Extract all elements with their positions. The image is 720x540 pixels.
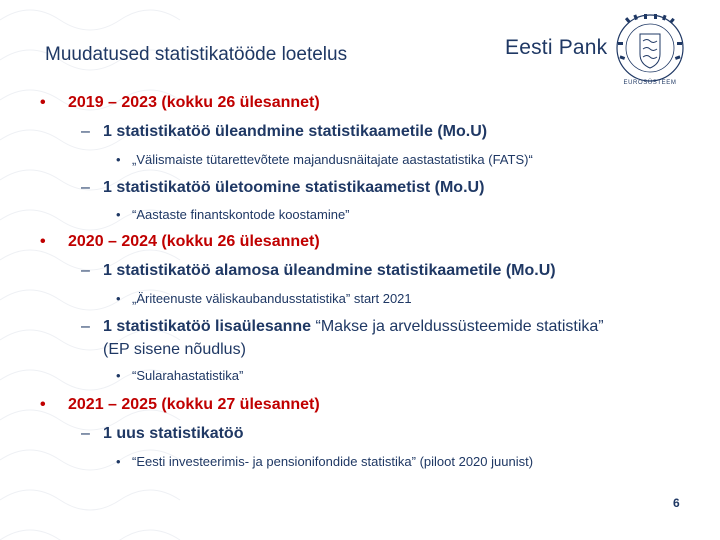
bullet-icon: • — [116, 291, 121, 306]
page-title: Muudatused statistikatööde loetelus — [45, 44, 348, 65]
sub-list-item: • „Äriteenuste väliskaubandusstatistika” start 2021 — [116, 291, 412, 306]
section-heading-2020: • 2020 – 2024 (kokku 26 ülesannet) — [40, 233, 320, 250]
section-heading-2021: • 2021 – 2025 (kokku 27 ülesannet) — [40, 396, 320, 413]
bullet-icon: • — [116, 152, 121, 167]
list-item: – 1 statistikatöö lisaülesanne “Makse ja arveldussüsteemide statistika” — [81, 318, 604, 335]
sub-list-item: • “Sularahastatistika” — [116, 368, 244, 383]
list-item: – 1 statistikatöö üleandmine statistikaametile (Mo.U) — [81, 123, 488, 140]
section-heading-2019: • 2019 – 2023 (kokku 26 ülesannet) — [40, 94, 320, 111]
bullet-icon: • — [116, 207, 121, 222]
list-item-continuation: (EP sisene nõudlus) — [103, 341, 246, 358]
sub-list-item: • „Välismaiste tütarettevõtete majandusnäitajate aastastatistika (FATS)“ — [116, 152, 533, 167]
sub-list-item: • “Eesti investeerimis- ja pensionifondide statistika” (piloot 2020 juunist) — [116, 454, 534, 469]
list-item: – 1 uus statistikatöö — [81, 425, 244, 442]
page-number: 6 — [673, 496, 680, 510]
seal-caption: EUROSÜSTEEM — [623, 80, 677, 86]
sub-list-item: • “Aastaste finantskontode koostamine” — [116, 207, 350, 222]
bullet-icon: • — [116, 454, 121, 469]
brand-name: Eesti Pank — [505, 36, 608, 59]
list-item: – 1 statistikatöö alamosa üleandmine statistikaametile (Mo.U) — [81, 262, 556, 279]
bullet-icon: • — [40, 396, 46, 413]
bullet-icon: • — [116, 368, 121, 383]
list-item: – 1 statistikatöö ületoomine statistikaametist (Mo.U) — [81, 179, 485, 196]
bullet-icon: • — [40, 94, 46, 111]
bullet-icon: • — [40, 233, 46, 250]
